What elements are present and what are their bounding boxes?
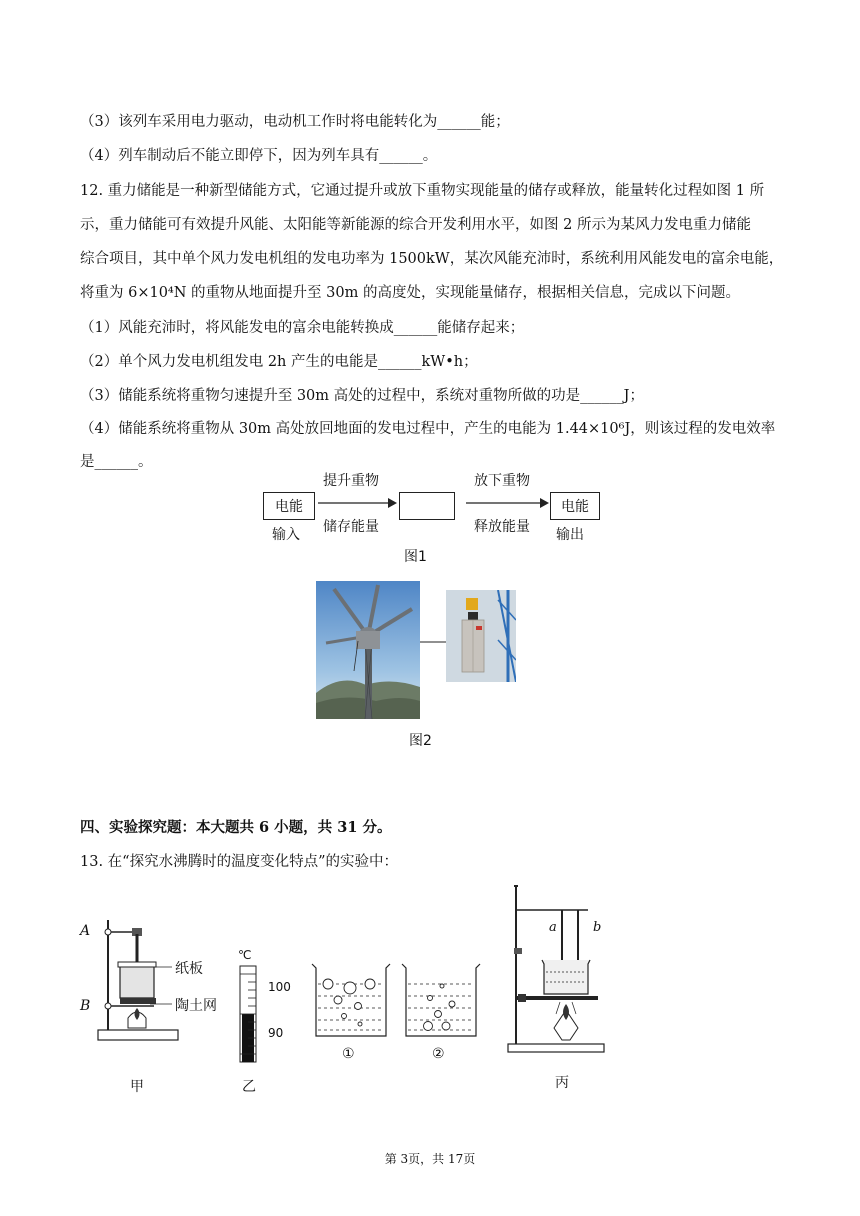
thermometer: [236, 964, 270, 1064]
apparatus-bing: [504, 882, 608, 1060]
sub-question: （3）储能系统将重物匀速提升至 30m 高处的过程中，系统对重物所做的功是______J；: [80, 388, 644, 404]
label-gauze: 陶土网: [175, 998, 217, 1014]
arrow-label: 储存能量: [323, 519, 379, 535]
tick-90: 90: [268, 1026, 284, 1040]
apparatus-jia: [92, 910, 192, 1050]
label-a: A: [80, 923, 91, 939]
figure-3: [0, 880, 860, 1100]
text-line: 是______。: [80, 454, 153, 470]
leader-lines: [150, 964, 174, 1014]
text-line: （4）列车制动后不能立即停下，因为列车具有______。: [80, 148, 438, 164]
arrow-right-icon: [316, 496, 398, 510]
caption-1: ①: [342, 1046, 355, 1062]
input-box: 电能: [263, 492, 315, 520]
label-b: B: [80, 998, 91, 1014]
beaker-1: [308, 962, 394, 1040]
arrow-label: 释放能量: [474, 519, 530, 535]
input-label: 输入: [272, 527, 300, 543]
sub-question: （1）风能充沛时，将风能发电的富余电能转换成______能储存起来；: [80, 320, 525, 336]
sub-question: （2）单个风力发电机组发电 2h 产生的电能是______kW•h；: [80, 354, 478, 370]
question-12: 12. 重力储能是一种新型储能方式，它通过提升或放下重物实现能量的储存或释放，能量转化过程如图 1 所: [80, 183, 765, 199]
arrow-right-icon: [464, 496, 550, 510]
text-line: 示，重力储能可有效提升风能、太阳能等新能源的综合开发利用水平，如图 2 所示为某风力发电重力储能: [80, 217, 751, 233]
figure-1: [0, 470, 860, 570]
arrow-label: 放下重物: [474, 473, 530, 489]
arrow-label: 提升重物: [323, 473, 379, 489]
question-13: 13. 在“探究水沸腾时的温度变化特点”的实验中：: [80, 854, 398, 870]
unit-celsius: ℃: [238, 948, 252, 962]
output-label: 输出: [556, 527, 584, 543]
caption-bing: 丙: [555, 1075, 569, 1091]
text-line: 综合项目，其中单个风力发电机组的发电功率为 1500kW，某次风能充沛时，系统利用风能发电的富余电能，: [80, 251, 784, 267]
figure-2: [0, 578, 860, 758]
sub-question: （4）储能系统将重物从 30m 高处放回地面的发电过程中，产生的电能为 1.44×10⁶J，则该过程的发电效率: [80, 421, 776, 437]
text-line: 将重为 6×10⁴N 的重物从地面提升至 30m 的高度处，实现能量储存，根据相关信息，完成以下问题。: [80, 285, 740, 301]
page-footer: 第 3页，共 17页: [384, 1152, 476, 1166]
label-a-lower: a: [549, 920, 557, 935]
weight-block-photo: [446, 590, 516, 682]
caption-jia: 甲: [130, 1079, 144, 1095]
text-line: （3）该列车采用电力驱动，电动机工作时将电能转化为______能；: [80, 114, 510, 130]
empty-box: [399, 492, 455, 520]
label-b-lower: b: [593, 920, 602, 935]
wind-turbine-photo: [316, 581, 420, 719]
caption-2: ②: [432, 1046, 445, 1062]
caption-yi: 乙: [242, 1079, 256, 1095]
beaker-2: [398, 962, 484, 1040]
figure-caption: 图1: [404, 549, 427, 565]
section-heading: 四、实验探究题：本大题共 6 小题，共 31 分。: [80, 819, 392, 836]
output-box: 电能: [550, 492, 600, 520]
label-paper: 纸板: [175, 961, 203, 977]
tick-100: 100: [268, 980, 291, 994]
figure-caption: 图2: [409, 733, 432, 749]
